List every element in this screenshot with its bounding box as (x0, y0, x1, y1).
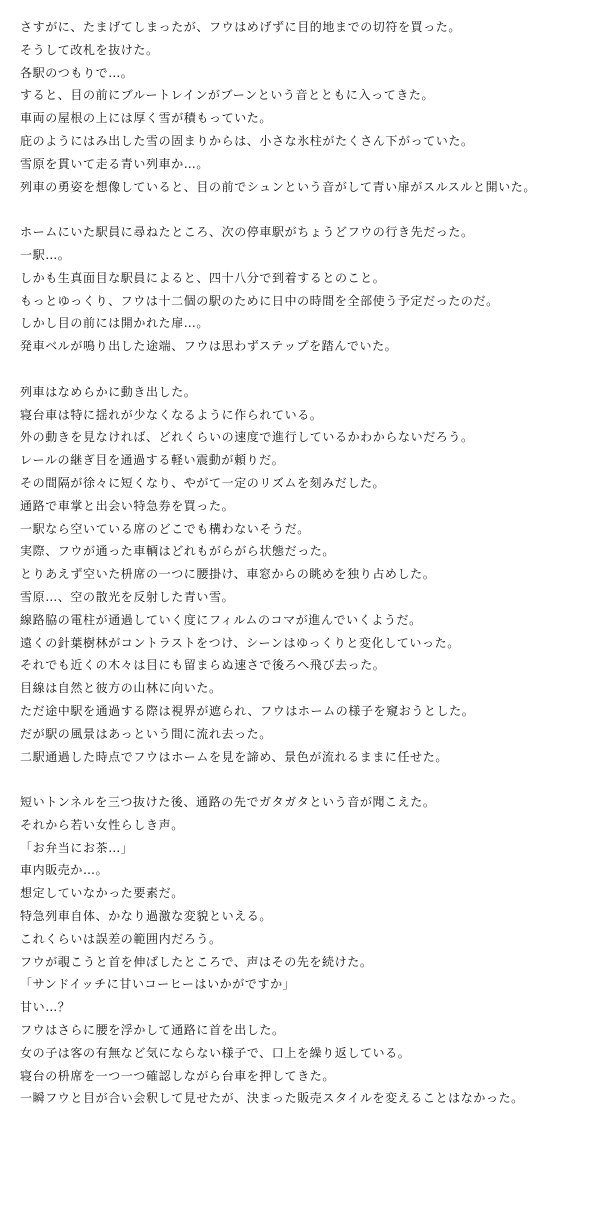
text-line: そうして改札を抜けた。 (20, 42, 159, 57)
text-line: 「サンドイッチに甘いコーヒーはいかがですか」 (20, 977, 296, 992)
text-line: さすがに、たまげてしまったが、フウはめげずに目的地までの切符を買った。 (20, 20, 462, 34)
text-line: もっとゆっくり、フウは十二個の駅のために日中の時間を全部使う予定だったのだ。 (20, 293, 499, 308)
text-line: 甘い…？ (20, 1000, 71, 1015)
blank-line (20, 358, 600, 381)
text-line: しかも生真面目な駅員によると、四十八分で到着するとのこと。 (20, 270, 386, 285)
text-line: 寝台車は特に揺れが少なくなるように作られている。 (20, 407, 323, 422)
text-line: 各駅のつもりで…。 (20, 65, 134, 80)
text-line: その間隔が徐々に短くなり、やがて一定のリズムを刻みだした。 (20, 475, 386, 490)
text-line: 庇のようにはみ出した雪の固まりからは、小さな氷柱がたくさん下がっていた。 (20, 133, 474, 148)
blank-line (20, 768, 600, 791)
text-line: 列車の勇姿を想像していると、目の前でシュンという音がして青い扉がスルスルと開いた。 (20, 179, 537, 194)
text-line: 一駅なら空いている席のどこでも構わないそうだ。 (20, 521, 310, 536)
text-line: 一駅…。 (20, 247, 71, 262)
text-line: 線路脇の電柱が通過していく度にフィルムのコマが進んでいくようだ。 (20, 612, 422, 627)
text-line: 女の子は客の有無など気にならない様子で、口上を繰り返している。 (20, 1045, 411, 1060)
text-line: だが駅の風景はあっという間に流れ去った。 (20, 726, 272, 741)
text-line: フウが覗こうと首を伸ばしたところで、声はその先を続けた。 (20, 954, 373, 969)
text-line: 目線は自然と彼方の山林に向いた。 (20, 681, 222, 696)
text-line: 特急列車自体、かなり過激な変貌といえる。 (20, 909, 273, 924)
text-line: 通路で車掌と出会い特急券を買った。 (20, 498, 235, 513)
text-line: 車内販売か…。 (20, 863, 109, 878)
text-line: これくらいは誤差の範囲内だろう。 (20, 931, 222, 946)
text-line: すると、目の前にブルートレインがブーンという音とともに入ってきた。 (20, 88, 435, 103)
text-line: ホームにいた駅員に尋ねたところ、次の停車駅がちょうどフウの行き先だった。 (20, 225, 474, 240)
text-line: 雪原を貫いて走る青い列車か…。 (20, 156, 210, 171)
text-line: フウはさらに腰を浮かして通路に首を出した。 (20, 1023, 285, 1038)
text-line: レールの継ぎ目を通過する軽い震動が頼りだ。 (20, 453, 285, 468)
text-line: 想定していなかった要素だ。 (20, 886, 184, 901)
text-line: 実際、フウが通った車輌はどれもがらがら状態だった。 (20, 544, 336, 559)
text-line: とりあえず空いた枡席の一つに腰掛け、車窓からの眺めを独り占めした。 (20, 567, 436, 582)
text-line: 遠くの針葉樹林がコントラストをつけ、シーンはゆっくりと変化していった。 (20, 635, 460, 650)
text-line: 雪原…、空の散光を反射した青い雪。 (20, 589, 235, 604)
blank-line (20, 198, 600, 221)
text-line: 一瞬フウと目が合い会釈して見せたが、決まった販売スタイルを変えることはなかった。 (20, 1091, 524, 1106)
text-line: それでも近くの木々は目にも留まらぬ速さで後ろへ飛び去った。 (20, 658, 386, 673)
text-line: 発車ベルが鳴り出した途端、フウは思わずステップを踏んでいた。 (20, 339, 398, 354)
text-line: 二駅通過した時点でフウはホームを見を諦め、景色が流れるままに任せた。 (20, 749, 448, 764)
text-line: それから若い女性らしき声。 (20, 817, 184, 832)
text-line: 列車はなめらかに動き出した。 (20, 384, 197, 399)
text-line: 短いトンネルを三つ抜けた後、通路の先でガタガタという音が聞こえた。 (20, 795, 436, 810)
text-line: 「お弁当にお茶…」 (20, 840, 134, 855)
text-line: 車両の屋根の上には厚く雪が積もっていた。 (20, 111, 273, 126)
story-text (20, 16, 600, 1110)
text-line: ただ途中駅を通過する際は視界が遮られ、フウはホームの様子を窺おうとした。 (20, 703, 475, 718)
text-line: 寝台の枡席を一つ一つ確認しながら台車を押してきた。 (20, 1068, 336, 1083)
text-line: 外の動きを見なければ、どれくらいの速度で進行しているかわからないだろう。 (20, 430, 474, 445)
text-line: しかし目の前には開かれた扉…。 (20, 316, 210, 331)
